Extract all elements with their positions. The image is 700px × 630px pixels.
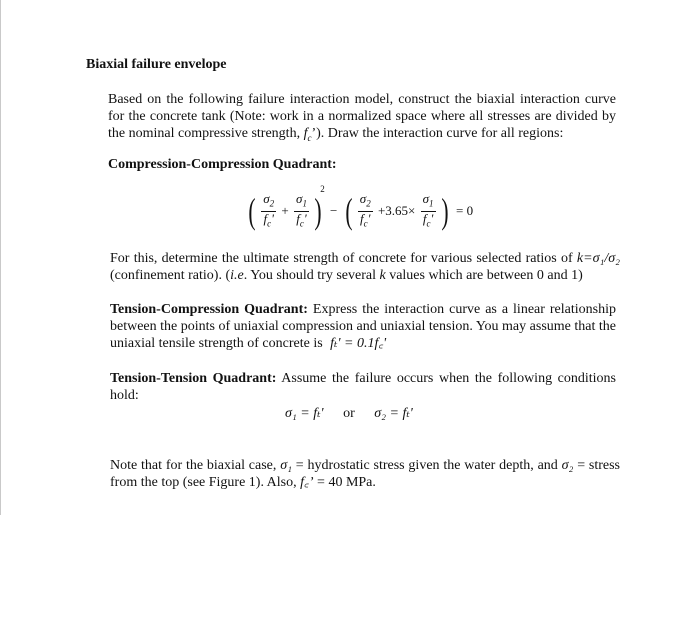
cc-title: Compression-Compression Quadrant: (108, 157, 337, 172)
cc-text-c: . You should try several (243, 268, 376, 283)
note-text-3: = stress from the top (see Figure 1). Also, (110, 458, 621, 490)
fc-symbol-note: f꜀’ (300, 475, 314, 490)
tc-paragraph (110, 301, 616, 352)
tt-conditions (285, 405, 413, 422)
cc-text-a: For this, determine the ultimate strength of concrete for various selected ratios of (110, 251, 573, 266)
note-paragraph (110, 457, 620, 491)
tt-title: Tension-Tension Quadrant: (110, 371, 277, 386)
page-left-edge (0, 0, 1, 515)
intro-text-2: ’). Draw the interaction curve for all regions: (311, 126, 564, 141)
cc-description (110, 250, 620, 284)
sigma1-symbol: σ₁ (280, 458, 292, 473)
cc-text-d: values which are between 0 and 1) (389, 268, 583, 283)
note-text-4: = 40 MPa. (317, 475, 376, 490)
tt-or: or (343, 406, 355, 421)
tt-text: Assume the failure occurs when the following conditions hold: (110, 371, 617, 403)
tt-condition-1: σ₁ = fₜ' (285, 406, 324, 421)
k-definition: k=σ₁/σ₂ (576, 251, 621, 266)
ie-abbrev: i.e (230, 268, 244, 283)
note-text-1: Note that for the biaxial case, (110, 458, 277, 473)
tt-condition-2: σ₂ = fₜ' (374, 406, 413, 421)
sigma2-symbol: σ₂ (561, 458, 574, 473)
section-heading: Biaxial failure envelope (86, 57, 227, 72)
intro-text-1: Based on the following failure interaction model, construct the biaxial interaction curve for the concrete tank (Note: work in a normalized space where all stresses are divided by the nominal compressive strength, (108, 92, 616, 141)
tc-title: Tension-Compression Quadrant: (110, 302, 308, 317)
tensile-strength-formula: fₜ' = 0.1f꜀' (330, 336, 387, 351)
fc-symbol: $f_c$ (303, 126, 312, 143)
cc-text-b: (confinement ratio). ( (110, 268, 231, 283)
tt-paragraph (110, 370, 616, 404)
intro-paragraph (108, 91, 616, 147)
k-symbol: k (379, 268, 386, 283)
tc-text: Express the interaction curve as a linear relationship between the points of uniaxial compression and uniaxial tension. You may assume that the uniaxial tensile strength of concrete is (110, 302, 616, 351)
cc-equation: ( $\frac{\sigma_2}{f_c'}$ + $\frac{\sigma_1}{f_c'}$ )$^2$ − ( $\frac{\sigma_2}{f_c'}$ +3.65× $\frac{\sigma_1}{f_c'}$ ) = 0 (248, 184, 474, 232)
note-text-2: = hydrostatic stress given the water depth, and (295, 458, 558, 473)
